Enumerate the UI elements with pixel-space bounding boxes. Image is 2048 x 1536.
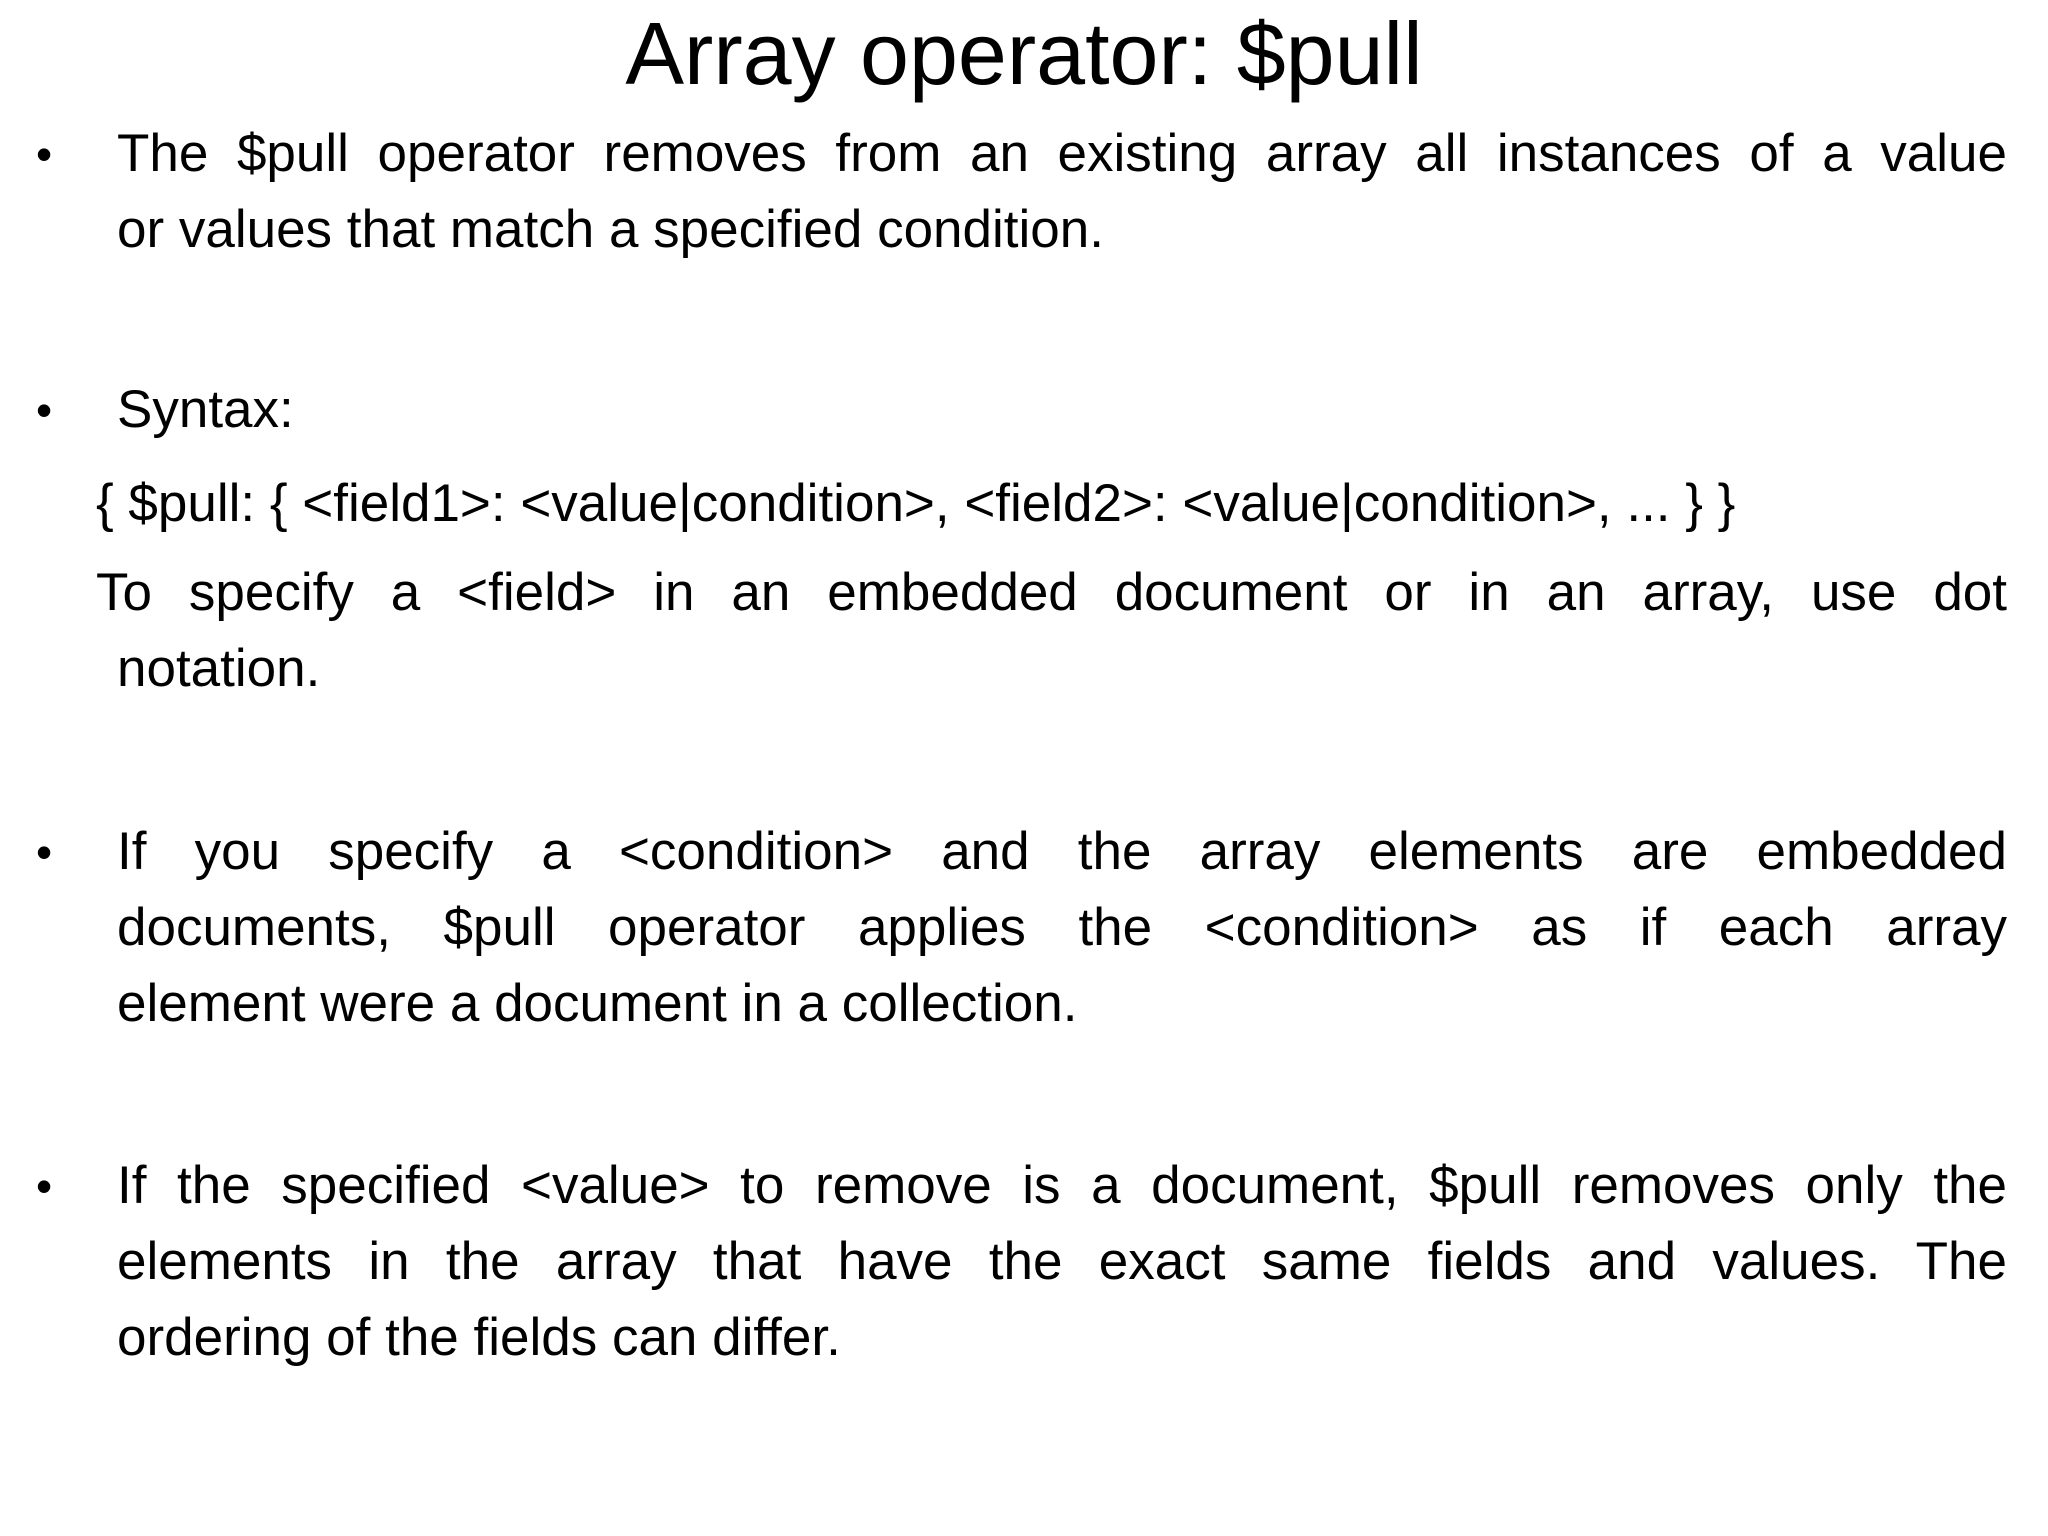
bullet-text — [117, 814, 2007, 1042]
syntax-note-line: To specify a <field> in an embedded document or in an array, use dot — [96, 563, 2007, 622]
bullet-line: The $pull operator removes from an existing array all instances of a value — [117, 124, 2007, 183]
bullet-line: documents, $pull operator applies the <condition> as if each array — [117, 898, 2007, 957]
bullet-text — [117, 116, 2007, 268]
bullet-icon: • — [36, 128, 53, 180]
bullet-text — [117, 372, 2007, 448]
bullet-line: element were a document in a collection. — [117, 974, 1078, 1033]
bullet-line: If the specified <value> to remove is a document, $pull removes only the — [117, 1156, 2007, 1215]
bullet-line: If you specify a <condition> and the array elements are embedded — [117, 822, 2007, 881]
bullet-line: Syntax: — [117, 380, 294, 439]
bullet-icon: • — [36, 384, 53, 436]
bullet-line: elements in the array that have the exact same fields and values. The — [117, 1232, 2007, 1291]
bullet-icon: • — [36, 1160, 53, 1212]
slide-title: Array operator: $pull — [625, 4, 1423, 103]
bullet-line: or values that match a specified condition. — [117, 200, 1104, 259]
syntax-note — [96, 555, 2007, 707]
bullet-text — [117, 1148, 2007, 1376]
bullet-line: ordering of the fields can differ. — [117, 1308, 841, 1367]
syntax-note-line: notation. — [117, 639, 321, 698]
bullet-icon: • — [36, 826, 53, 878]
syntax-code: { $pull: { <field1>: <value|condition>, <field2>: <value|condition>, ... } } — [96, 474, 1736, 533]
